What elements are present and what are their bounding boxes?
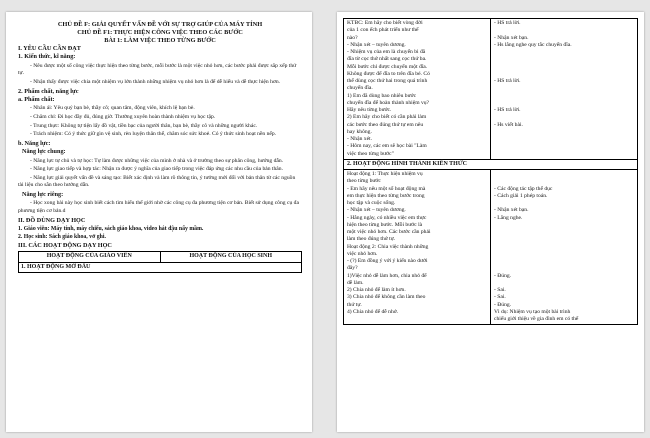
student-activity-cell (491, 19, 638, 160)
student-activity-lines (494, 171, 634, 323)
text-line (494, 236, 634, 243)
text-line: - Cách giải 1 phép toán. (494, 192, 548, 199)
text-line: thể dùng cọc thứ hai trong quá trình (347, 78, 428, 84)
text-line: Không được để đĩa to trên đĩa bé. Có (347, 70, 430, 77)
text-line: theo từng bước (347, 178, 381, 185)
text-line: - Sai. (494, 294, 506, 301)
knowledge-item-2: - Nhận thấy được việc chia một nhiệm vụ lớn thành những nhiệm vụ nhỏ hơn là để dễ hiểu và dễ thực hiện hơn. (30, 79, 281, 85)
student-activity-lines (494, 20, 634, 129)
text-line: - Đúng. (494, 301, 512, 308)
text-line (494, 27, 634, 34)
table-row (344, 159, 638, 169)
text-line: chiếu giới thiệu về gia đình em có thể (494, 316, 579, 322)
activity-section-knowledge: 2. HOẠT ĐỘNG HÌNH THÀNH KIẾN THỨC (344, 159, 638, 169)
column-header-teacher: HOẠT ĐỘNG CỦA GIÁO VIÊN (19, 252, 161, 262)
text-line (494, 64, 634, 71)
teacher-activity-cell (344, 170, 491, 325)
text-line: - Hằng ngày, có nhiều việc em thực (347, 214, 427, 221)
text-line: 1)Việc nhỏ dễ làm hơn, chia nhỏ để (347, 272, 427, 279)
section-heading-activities: III. CÁC HOẠT ĐỘNG DẠY HỌC (18, 241, 112, 249)
teacher-activity-lines (347, 171, 487, 316)
subheading-qualities-competencies: 2. Phẩm chất, năng lực (18, 87, 79, 95)
text-line: hiện theo từng bước. Mỗi bước là (347, 221, 423, 228)
text-line: làm theo đúng thứ tự. (347, 236, 396, 243)
text-line: Hãy nêu từng bước. (347, 107, 392, 113)
table-row (344, 19, 638, 160)
text-line: dễ làm. (347, 279, 364, 286)
section-heading-materials: II. ĐỒ DÙNG DẠY HỌC (18, 216, 86, 224)
text-line: đây? (347, 265, 358, 272)
text-line: 4) Chia nhỏ để dễ nhớ. (347, 308, 399, 315)
text-line (494, 280, 634, 287)
text-line: Hoạt động 2: Chia việc thành những (347, 243, 429, 250)
quality-item-3: - Trung thực: Không tự tiện lấy đồ vật, tiền bạc của người thân, bạn bè, thầy cô và những người khác. (30, 122, 258, 129)
text-line: học tập và cuộc sống. (347, 200, 396, 206)
text-line: - Đúng. (494, 272, 512, 279)
text-line: - Em hãy nêu một số hoạt động mà (347, 185, 426, 192)
text-line: - HS trả lời. (494, 20, 521, 26)
quality-item-2: - Chăm chỉ: Đi học đầy đủ, đúng giờ. Thường xuyên hoàn thành nhiệm vụ học tập. (30, 114, 216, 120)
text-line (494, 178, 634, 185)
text-line (494, 85, 634, 92)
text-line: chuyển đĩa để hoàn thành nhiệm vụ? (347, 99, 430, 106)
text-line: - HS trả lời. (494, 107, 521, 113)
activities-table (343, 18, 638, 325)
text-line: 3) Chia nhỏ để không cần làm theo (347, 294, 426, 301)
text-line (494, 265, 634, 272)
text-line: - Nhận xét bạn. (494, 34, 529, 41)
text-line (494, 229, 634, 236)
materials-student: 2. Học sinh: Sách giáo khoa, vở ghi. (18, 234, 106, 241)
lesson-topic-title: CHỦ ĐỀ F: GIẢI QUYẾT VẤN ĐỀ VỚI SỰ TRỢ GIÚP CỦA MÁY TÍNH (57, 21, 263, 28)
text-line: Mỗi bước chỉ được chuyển một đĩa. (347, 63, 428, 70)
text-line (494, 71, 634, 78)
text-line: - HS trả lời. (494, 78, 521, 84)
competency-item-3: - Năng lực giải quyết vấn đề và sáng tạo: Biết xác định và làm rõ thông tin, ý tưởng mới đối với bản thân từ các nguồn tài liệu cho sẵn theo hướng dẫn. (18, 174, 296, 189)
text-line: 2) Chia nhỏ để làm ít hơn. (347, 287, 406, 293)
text-line (494, 114, 634, 121)
subheading-knowledge: 1. Kiến thức, kĩ năng: (18, 53, 76, 61)
text-line: - Nhận xét – tuyên dương. (347, 207, 406, 214)
text-line: 1) Em đã dùng bao nhiêu bước (347, 92, 417, 99)
activity-section-opening: 1. HOẠT ĐỘNG MỞ ĐẦU (19, 262, 302, 272)
lesson-subtopic-title: CHỦ ĐỀ F1: THỰC HIỆN CÔNG VIỆC THEO CÁC BƯỚC (77, 29, 243, 36)
text-line: hay không. (347, 128, 372, 135)
knowledge-item-1: - Nêu được một số công việc thực hiện theo từng bước, mỗi bước là một việc nhỏ hơn, các bước phải được sắp xếp thứ tự. (18, 62, 297, 77)
table-row (344, 170, 638, 325)
text-line: Hoạt động 1: Thực hiện nhiệm vụ (347, 171, 423, 177)
text-line: - Lắng nghe. (494, 214, 523, 221)
text-line: một việc nhỏ hơn. Các bước cần phải (347, 229, 431, 235)
text-line: - Nhận xét bạn. (494, 207, 529, 214)
specific-competency-item: - Học xong bài này học sinh biết cách tìm hiểu thế giới nhờ các công cụ đa phương tiện cơ bản. Biết sử dụng công cụ đa phương tiện cơ bản.d (18, 200, 299, 214)
text-line: - Hs lắng nghe quy tắc chuyển đĩa. (494, 41, 572, 48)
text-line (494, 49, 634, 56)
text-line: - Sai. (494, 287, 506, 293)
text-line: Vì dụ: Nhiệm vụ tạo một bài trình (494, 308, 571, 315)
teacher-activity-cell (344, 19, 491, 160)
column-header-student: HOẠT ĐỘNG CỦA HỌC SINH (160, 252, 302, 262)
subheading-general-competencies: Năng lực chung: (22, 148, 66, 156)
text-line (494, 251, 634, 258)
text-line: KTBC: Em hãy cho biết vòng đời (347, 20, 423, 26)
competency-item-1: - Năng lực tự chủ và tự học: Tự làm được những việc của mình ở nhà và ở trường theo sự phân công, hướng dẫn. (30, 157, 284, 164)
subheading-specific-competencies: Năng lực riêng: (22, 190, 64, 198)
text-line (494, 258, 634, 265)
teacher-activity-lines (347, 20, 487, 158)
document-page-left (6, 12, 312, 432)
document-page-right (337, 12, 644, 432)
quality-item-4: - Trách nhiệm: Có ý thức giữ gìn vệ sinh, rèn luyện thân thể, chăm sóc sức khoẻ. Có ý thức sinh hoạt nền nếp. (30, 131, 277, 138)
text-line: nào? (347, 34, 358, 41)
text-line: đĩa từ cọc thứ nhất sang cọc thứ ba. (347, 56, 427, 63)
text-line (494, 93, 634, 100)
text-line: - (?) Em đồng ý với ý kiến nào dưới (347, 258, 428, 264)
text-line (494, 171, 634, 178)
competency-item-2: - Năng lực giao tiếp và hợp tác: Nhận ra được ý nghĩa của giao tiếp trong việc đáp ứng các nhu cầu của bản thân. (30, 166, 283, 173)
text-line: - Hs viết bài. (494, 121, 523, 128)
text-line (494, 56, 634, 63)
text-line: - Hôm nay, các em sẽ học bài "Làm (347, 143, 427, 150)
text-line (494, 200, 634, 207)
text-line: việc theo từng bước" (347, 150, 394, 157)
student-activity-cell (491, 170, 638, 325)
text-line (494, 100, 634, 107)
text-line: - Các động tác tập thể dục (494, 185, 553, 192)
text-line: thứ tự. (347, 301, 362, 308)
text-line (494, 244, 634, 251)
text-line: của 1 con ếch phát triển như thế (347, 27, 419, 34)
subheading-competencies: b. Năng lực: (18, 139, 51, 147)
text-line: - Nhiệm vụ của em là chuyển bi đã (347, 49, 426, 55)
section-heading-requirements: I. YÊU CẦU CẦN ĐẠT (18, 45, 81, 52)
text-line: các bước theo đúng thứ tự em nêu (347, 121, 424, 128)
activities-table-header (18, 251, 302, 273)
text-line: 2) Em hãy cho biết có cần phải làm (347, 114, 427, 121)
text-line: em thực hiện theo từng bước trong (347, 192, 425, 199)
text-line: - Nhận xét. (347, 136, 373, 142)
quality-item-1: - Nhân ái: Yêu quý bạn bè, thầy cô; quan tâm, động viên, khích lệ bạn bè. (30, 105, 195, 112)
text-line: việc nhỏ hơn. (347, 250, 378, 257)
text-line (494, 222, 634, 229)
text-line: chuyển đĩa. (347, 85, 373, 92)
subheading-qualities: a. Phẩm chất: (18, 96, 55, 103)
lesson-title: BÀI 1: LÀM VIỆC THEO TỪNG BƯỚC (104, 37, 216, 44)
materials-teacher: 1. Giáo viên: Máy tính, máy chiếu, sách giáo khoa, video hát đậu nấy mầm. (18, 225, 204, 232)
text-line: - Nhận xét – tuyên dương. (347, 41, 406, 48)
